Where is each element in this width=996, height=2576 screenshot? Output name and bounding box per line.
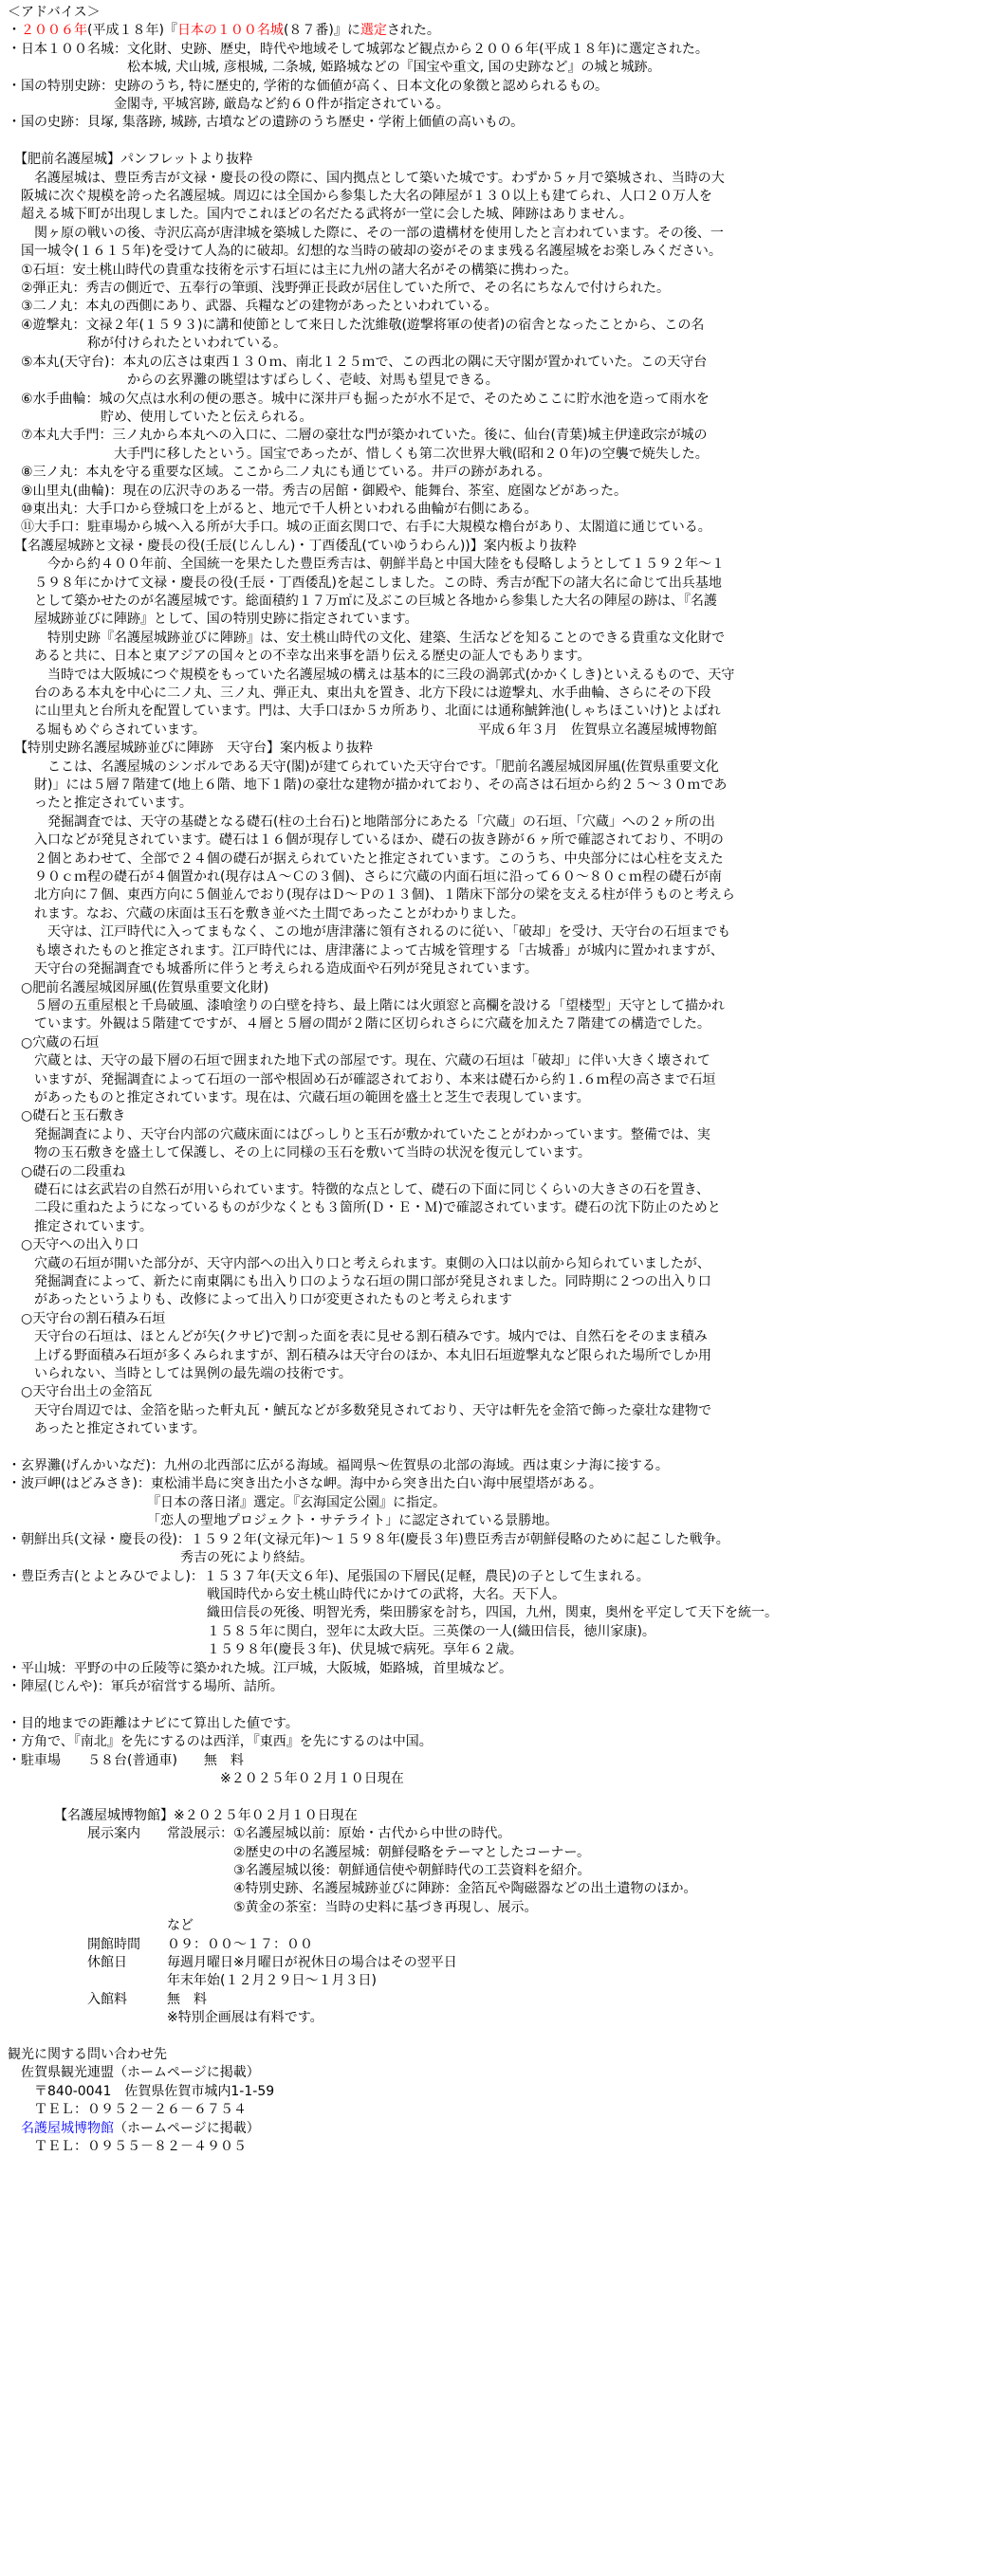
text-line	[8, 1917, 988, 1935]
text-line	[8, 483, 988, 501]
line-text: があったものと推定されています。現在は、穴蔵石垣の範囲を盛土と芝生で表現しています。	[8, 1089, 590, 1105]
line-text: ・豊臣秀吉(とよとみひでよし)：１５３７年(天文６年)、尾張国の下層民(足軽，農民)の子として生まれる。	[8, 1568, 650, 1584]
line-text: ○天守への出入り口	[8, 1237, 139, 1253]
text-line	[8, 1825, 988, 1843]
line-text: 阪城に次ぐ規模を誇った名護屋城。周辺には全国から参集した大名の陣屋が１３０以上も建てられ、人口２０万人を	[8, 189, 712, 205]
text-line	[8, 630, 988, 648]
line-text: ・方角で、『南北』を先にするのは西洋，『東西』を先にするのは中国。	[8, 1734, 433, 1750]
text-line	[8, 1310, 988, 1328]
line-text: 観光に関する問い合わせ先	[8, 2047, 167, 2063]
text-line	[8, 372, 988, 390]
line-text: ・玄界灘(げんかいなだ)：九州の北西部に広がる海域。福岡県～佐賀県の北部の海域。西は東シナ海に接する。	[8, 1458, 669, 1474]
line-text: ④特別史跡、名護屋城跡並びに陣跡：金箔瓦や陶磁器などの出土遺物のほか。	[8, 1881, 697, 1897]
text-line	[8, 538, 988, 556]
text-line	[8, 685, 988, 703]
line-text: からの玄界灘の眺望はすばらしく、壱岐、対馬も望見できる。	[8, 373, 499, 389]
text-line	[8, 1199, 988, 1217]
text-line	[8, 1568, 988, 1586]
line-text: 天守台の発掘調査でも城番所に伴うと考えられる造成面や石列が発見されています。	[8, 961, 538, 977]
text-line	[8, 2083, 988, 2101]
line-text: 休館日 毎週月曜日※月曜日が祝休日の場合はその翌平日	[8, 1955, 457, 1970]
text-line	[8, 593, 988, 611]
line-text: 推定されています。	[8, 1218, 153, 1234]
text-line	[8, 1862, 988, 1880]
text-line	[8, 206, 988, 224]
line-text: あったと推定されています。	[8, 1421, 206, 1437]
text-line	[8, 1660, 988, 1678]
text-line	[8, 703, 988, 721]
text-line	[8, 1236, 988, 1254]
text-line	[8, 1880, 988, 1898]
line-text: 屋城跡並びに陣跡』として、国の特別史跡に指定されています。	[8, 612, 418, 628]
line-text: ⑪大手口：駐車場から城へ入る所が大手口。城の正面玄関口で、右手に大規模な櫓台があり、太閤道に通じている。	[8, 520, 711, 536]
highlighted-text: 日本の１００名城	[176, 23, 284, 39]
line-text: 発掘調査では、天守の基礎となる礎石(柱の土台石)と地階部分にあたる「穴蔵」の石垣、「穴蔵」への２ヶ所の出	[8, 813, 715, 830]
text-line	[8, 575, 988, 593]
line-text: ・国の特別史跡：史跡のうち, 特に歴史的, 学術的な価値が高く、日本文化の象徴と認められるもの。	[8, 78, 608, 94]
text-line	[8, 2138, 988, 2156]
text-line	[8, 446, 988, 464]
text-line	[8, 960, 988, 978]
line-text: １５９８年(慶長３年)、伏見城で病死。享年６２歳。	[8, 1642, 523, 1658]
museum-link[interactable]: 名護屋城博物館	[21, 2120, 114, 2136]
text-line	[8, 1844, 988, 1862]
text-line	[8, 1936, 988, 1954]
line-text: 年末年始(１２月２９日～１月３日)	[8, 1973, 377, 1989]
text-line	[8, 758, 988, 776]
text-line	[8, 1328, 988, 1346]
text-line	[8, 2120, 988, 2138]
blank-line	[8, 2028, 988, 2046]
text-line	[8, 1383, 988, 1401]
text-line	[8, 648, 988, 666]
line-text: ③名護屋城以後：朝鮮通信使や朝鮮時代の工芸資料を紹介。	[8, 1862, 591, 1878]
text-line	[8, 667, 988, 685]
line-text: 今から約４００年前、全国統一を果たした豊臣秀吉は、朝鮮半島と中国大陸をも侵略しようとして１５９２年～１	[8, 557, 725, 573]
line-text: など	[8, 1918, 194, 1934]
line-text: いられない、当時としては異例の最先端の技術です。	[8, 1366, 352, 1382]
line-text: 天守は、江戸時代に入ってまもなく、この地が唐津藩に領有されるのに従い、「破却」を受け、天守台の石垣までも	[8, 924, 731, 941]
text-line	[8, 2064, 988, 2082]
line-text: として築かせたのが名護屋城です。総面積約１７万㎡に及ぶこの巨城と各地から参集した大名の陣屋の跡は、『名護	[8, 593, 717, 609]
text-line	[8, 942, 988, 960]
line-text: 【名護屋城博物館】※２０２５年０２月１０日現在	[8, 1807, 358, 1823]
line-text: ５９８年にかけて文禄・慶長の役(壬辰・丁酉倭乱)を起こしました。この時、秀吉が配下の諸大名に命じて出兵基地	[8, 575, 722, 591]
line-text: も壊されたものと推定されます。江戸時代には、唐津藩によって古城を管理する「古城番」が城内に置かれますが、	[8, 942, 724, 959]
line-text: 超える城下町が出現しました。国内でこれほどの名だたる武将が一堂に会した城、陣跡はありません。	[8, 207, 633, 223]
text-line	[8, 409, 988, 427]
line-text: ②歴史の中の名護屋城：朝鮮侵略をテーマとしたコーナー。	[8, 1844, 590, 1860]
text-line	[8, 1623, 988, 1641]
line-text: 入口などが発見されています。礎石は１６個が現存しているほか、礎石の抜き跡が６ヶ所で確認されており、不明の	[8, 832, 724, 849]
line-text: ・駐車場 ５８台(普通車) 無 料	[8, 1752, 244, 1768]
line-text: (平成１８年)『	[87, 23, 177, 39]
line-text: 物の玉石敷きを盛土して保護し、その上に同様の玉石を敷いて当時の状況を復元しています。	[8, 1145, 591, 1161]
text-line	[8, 722, 988, 740]
blank-line	[8, 1696, 988, 1714]
line-text: 発掘調査によって、新たに南東隅にも出入り口のような石垣の開口部が発見されました。同時期に２つの出入り口	[8, 1274, 711, 1290]
line-text: いますが、発掘調査によって石垣の一部や根固め石が確認されており、本来は礎石から約１.６ｍ程の高さまで石垣	[8, 1071, 716, 1087]
line-text: ９０ｃｍ程の礎石が４個置かれ(現存はＡ～Ｃの３個)、さらに穴蔵の内面石垣に沿って６０～８０ｃｍ程の礎石が南	[8, 869, 722, 886]
line-text: 天守台周辺では、金箔を貼った軒丸瓦・鯱瓦などが多数発見されており、天守は軒先を金箔で飾った豪壮な建物で	[8, 1402, 711, 1418]
line-text: 国一城令(１６１５年)を受けて人為的に破却。幻想的な当時の破却の姿がそのまま残る名護屋城をお楽しみください。	[8, 244, 722, 260]
highlighted-text: 選定	[360, 23, 387, 39]
line-text: 穴蔵の石垣が開いた部分が、天守内部への出入り口と考えられます。東側の入口は以前から知られていましたが、	[8, 1255, 710, 1271]
text-line	[8, 1457, 988, 1475]
text-line	[8, 1991, 988, 2009]
blank-line	[8, 133, 988, 151]
text-line	[8, 1972, 988, 1990]
line-text: ＜アドバイス＞	[8, 5, 101, 20]
text-line	[8, 1715, 988, 1733]
line-text: ５層の五重屋根と千鳥破風、漆喰塗りの白壁を持ち、最上階には火頭窓と高欄を設ける「望楼型」天守として描かれ	[8, 997, 725, 1014]
text-line	[8, 1255, 988, 1273]
line-text: 秀吉の死により終結。	[8, 1550, 313, 1566]
text-line	[8, 886, 988, 904]
text-line	[8, 1107, 988, 1125]
text-line	[8, 2101, 988, 2119]
text-line	[8, 78, 988, 96]
line-text: 大手門に移したという。国宝であったが、惜しくも第二次世界大戦(昭和２０年)の空襲で焼失した。	[8, 446, 709, 462]
line-text: 戦国時代から安土桃山時代にかけての武将，大名。天下人。	[8, 1586, 565, 1602]
text-line	[8, 4, 988, 22]
text-line	[8, 1954, 988, 1972]
line-text: 【名護屋城跡と文禄・慶長の役(壬辰(じんしん)・丁酉倭乱(ていゆうわらん))】案内板より抜粋	[8, 538, 577, 554]
blank-line	[8, 1788, 988, 1806]
text-line	[8, 427, 988, 445]
line-text: があったというよりも、改修によって出入り口が変更されたものと考えられます	[8, 1292, 512, 1308]
text-line	[8, 1604, 988, 1622]
text-line	[8, 1402, 988, 1420]
text-line	[8, 1512, 988, 1530]
line-text: 織田信長の死後、明智光秀，柴田勝家を討ち，四国，九州，関東，奥州を平定して天下を統一。	[8, 1605, 778, 1621]
line-text: 開館時間 ０９：００～１７：００	[8, 1936, 313, 1952]
text-line	[8, 1273, 988, 1291]
text-line	[8, 979, 988, 997]
line-text: ④遊撃丸：文禄２年(１５９３)に講和使節として来日した沈維敬(遊撃将軍の使者)の宿舎となったことから、この名	[8, 317, 705, 333]
text-line	[8, 795, 988, 813]
text-line	[8, 611, 988, 629]
line-text: に山里丸と台所丸を配置しています。門は、大手口ほか５カ所あり、北面には通称鯱鉾池(しゃちほこいけ)とよばれ	[8, 703, 721, 720]
text-line	[8, 243, 988, 261]
text-line	[8, 225, 988, 243]
line-text: 二段に重ねたようになっているものが少なくとも３箇所(Ｄ・Ｅ・Ｍ)で確認されています。礎石の沈下防止のためと	[8, 1200, 721, 1216]
text-line	[8, 1641, 988, 1659]
text-line	[8, 335, 988, 353]
text-line	[8, 1678, 988, 1696]
text-line	[8, 1291, 988, 1309]
text-line	[8, 1181, 988, 1199]
line-text	[8, 2121, 21, 2136]
text-line	[8, 1347, 988, 1365]
line-text: ＴＥＬ：０９５２－２６－６７５４	[8, 2102, 247, 2118]
text-line	[8, 997, 988, 1015]
text-line	[8, 280, 988, 298]
line-text: 天守台の石垣は、ほとんどが矢(クサビ)で割った面を表に見せる割石積みです。城内では、自然石をそのまま積み	[8, 1329, 708, 1345]
line-text: 当時では大阪城につぐ規模をもっていた名護屋城の構えは基本的に三段の渦郭式(かかくしき)といえるもので、天守	[8, 667, 735, 683]
line-text: 展示案内 常設展示：①名護屋城以前：原始・古代から中世の時代。	[8, 1826, 511, 1842]
line-text: 礎石には玄武岩の自然石が用いられています。特徴的な点として、礎石の下面に同じくらいの大きさの石を置き、	[8, 1181, 710, 1197]
text-line	[8, 831, 988, 850]
line-text: 発掘調査により、天守台内部の穴蔵床面にはびっしりと玉石が敷かれていたことがわかっています。整備では、実	[8, 1126, 710, 1142]
line-text: 北方向に７個、東西方向に５個並んでおり(現存はＤ～Ｐの１３個)、１階床下部分の梁を支える柱が伴うものと考えら	[8, 887, 735, 904]
line-text: 上げる野面積み石垣が多くみられますが、割石積みは天守台のほか、本丸旧石垣遊撃丸など限られた場所でしか用	[8, 1347, 711, 1363]
line-text: 金閣寺, 平城宮跡, 厳島など約６０件が指定されている。	[8, 97, 450, 113]
text-line	[8, 1752, 988, 1770]
text-line	[8, 1586, 988, 1604]
line-text: 『日本の落日渚』選定。『玄海国定公園』に指定。	[8, 1494, 446, 1510]
line-text: ⑦本丸大手門：三ノ丸から本丸への入口に、二層の豪壮な門が築かれていた。後に、仙台(青葉)城主伊達政宗が城の	[8, 428, 708, 444]
line-text: ・目的地までの距離はナビにて算出した値です。	[8, 1715, 299, 1731]
line-text: ⑤黄金の茶室：当時の史料に基づき再現し、展示。	[8, 1899, 538, 1915]
line-text: ・国の史跡：貝塚, 集落跡, 城跡, 古墳などの遺跡のうち歴史・学術上価値の高いもの。	[8, 115, 525, 131]
line-text: ○天守台出土の金箔瓦	[8, 1384, 153, 1400]
line-text: あると共に、日本と東アジアの国々との不幸な出来事を語り伝える歴史の証人でもあります。	[8, 649, 591, 665]
text-line	[8, 151, 988, 169]
text-line	[8, 1089, 988, 1107]
text-line	[8, 1218, 988, 1236]
text-line	[8, 868, 988, 886]
line-text: 穴蔵とは、天守の最下層の石垣で囲まれた地下式の部屋です。現在、穴蔵の石垣は「破却」に伴い大きく壊されて	[8, 1053, 710, 1069]
text-line	[8, 1052, 988, 1070]
line-text: る堀もめぐらされています。 平成６年３月 佐賀県立名護屋城博物館	[8, 722, 717, 738]
text-line	[8, 1126, 988, 1144]
text-line	[8, 1807, 988, 1825]
line-text: ⑥水手曲輪：城の欠点は水利の便の悪さ。城中に深井戸も掘ったが水不足で、そのためここに貯水池を造って雨水を	[8, 391, 710, 407]
line-text: 〒840-0041 佐賀県佐賀市城内1-1-59	[8, 2083, 275, 2099]
text-line	[8, 1475, 988, 1493]
line-text: 称が付けられたといわれている。	[8, 336, 286, 352]
text-line	[8, 1365, 988, 1383]
line-text: 【肥前名護屋城】パンフレットより抜粋	[8, 152, 253, 168]
line-text: ○天守台の割石積み石垣	[8, 1310, 166, 1326]
blank-line	[8, 1439, 988, 1457]
line-text: ※特別企画展は有料です。	[8, 2010, 323, 2026]
text-line	[8, 317, 988, 335]
line-text: （ホームページに掲載）	[114, 2120, 260, 2136]
line-text: 「恋人の聖地プロジェクト・サテライト」に認定されている景勝地。	[8, 1513, 559, 1529]
text-line	[8, 1420, 988, 1438]
line-text: 佐賀県観光連盟（ホームページに掲載）	[8, 2065, 260, 2081]
line-text: ⑩東出丸：大手口から登城口を上がると、地元で千人枡といわれる曲輪が右側にある。	[8, 501, 538, 517]
line-text: ったと推定されています。	[8, 795, 193, 812]
text-line	[8, 59, 988, 77]
line-text: された。	[386, 23, 440, 39]
text-line	[8, 188, 988, 206]
text-line	[8, 923, 988, 941]
line-text: ここは、名護屋城のシンボルである天守(閣)が建てられていた天守台です。「肥前名護屋城図屏風(佐賀県重要文化	[8, 758, 719, 775]
line-text: ・朝鮮出兵(文禄・慶長の役)：１５９２年(文禄元年)～１５９８年(慶長３年)豊臣秀吉が朝鮮侵略のために起こした戦争。	[8, 1531, 729, 1547]
text-line	[8, 2009, 988, 2027]
line-text: 貯め、使用していたと伝えられる。	[8, 409, 313, 425]
text-line	[8, 1549, 988, 1567]
line-text: ・平山城：平野の中の丘陵等に築かれた城。江戸城，大阪城，姫路城，首里城など。	[8, 1660, 512, 1676]
line-text: ⑤本丸(天守台)：本丸の広さは東西１３０ｍ、南北１２５ｍで、この西北の隅に天守閣が置かれていた。この天守台	[8, 354, 708, 370]
highlighted-text: ２００６年	[21, 23, 87, 39]
line-text: ※２０２５年０２月１０日現在	[8, 1770, 404, 1786]
text-line	[8, 776, 988, 795]
text-line	[8, 1899, 988, 1917]
text-line	[8, 262, 988, 280]
line-text: (８７番)』に	[283, 23, 360, 39]
line-text: ・日本１００名城：文化財、史跡、歴史，時代や地域そして城郭など観点から２００６年(平成１８年)に選定された。	[8, 41, 709, 57]
text-line	[8, 1733, 988, 1751]
line-text: ⑨山里丸(曲輪)：現在の広沢寺のある一帯。秀吉の居館・御殿や、能舞台、茶室、庭園などがあった。	[8, 483, 628, 499]
line-text: ・	[8, 23, 21, 39]
text-line	[8, 354, 988, 372]
line-text: ①石垣：安土桃山時代の貴重な技術を示す石垣には主に九州の諸大名がその構築に携わった。	[8, 262, 578, 278]
line-text: ⑧三ノ丸：本丸を守る重要な区域。ここから二ノ丸にも通じている。井戸の跡があれる。	[8, 465, 551, 481]
line-text: 名護屋城は、豊臣秀吉が文禄・慶長の役の際に、国内拠点として築いた城です。わずか５ヶ月で築城され、当時の大	[8, 170, 725, 186]
line-text: ・陣屋(じんや)：軍兵が宿営する場所、詰所。	[8, 1678, 284, 1694]
text-line	[8, 41, 988, 59]
line-text: １５８５年に関白，翌年に太政大臣。三英傑の一人(織田信長，徳川家康)。	[8, 1623, 655, 1639]
line-text: ○肥前名護屋城図屏風(佐賀県重要文化財)	[8, 979, 269, 996]
line-text: ・波戸岬(はどみさき)：東松浦半島に突き出た小さな岬。海中から突き出た白い海中展望塔がある。	[8, 1476, 602, 1492]
line-text: ②弾正丸：秀吉の側近で、五奉行の筆頭、浅野弾正長政が居住していた所で、その名にちなんで付けられた。	[8, 281, 670, 297]
text-line	[8, 519, 988, 537]
line-text: ③二ノ丸：本丸の西側にあり、武器、兵糧などの建物があったといわれている。	[8, 299, 498, 315]
line-text: 【特別史跡名護屋城跡並びに陣跡 天守台】案内板より抜粋	[8, 740, 373, 757]
text-line	[8, 501, 988, 519]
text-line	[8, 1034, 988, 1052]
text-line	[8, 1494, 988, 1512]
line-text: ています。外観は５階建てですが、４層と５層の間が２階に区切られさらに穴蔵を加えた７階建ての構造でした。	[8, 1016, 710, 1032]
text-line	[8, 556, 988, 574]
text-line	[8, 2046, 988, 2064]
text-line	[8, 850, 988, 868]
text-line	[8, 1071, 988, 1089]
line-text: ○礎石と玉石敷き	[8, 1108, 126, 1124]
line-text: ○穴蔵の石垣	[8, 1034, 100, 1050]
text-line	[8, 1015, 988, 1033]
text-line	[8, 905, 988, 923]
line-text: ２個とあわせて、全部で２４個の礎石が据えられていたと推定されています。このうち、中央部分には心柱を支えた	[8, 850, 724, 867]
text-line	[8, 1144, 988, 1162]
line-text: 松本城, 犬山城, 彦根城, 二条城, 姫路城などの『国宝や重文, 国の史跡など』の城と城跡。	[8, 60, 661, 76]
line-text: 台のある本丸を中心に二ノ丸、三ノ丸、弾正丸、東出丸を置き、北方下段には遊撃丸、水手曲輪、さらにその下段	[8, 685, 711, 702]
text-line	[8, 1531, 988, 1549]
text-line	[8, 22, 988, 40]
line-text: 入館料 無 料	[8, 1991, 207, 2007]
text-line	[8, 1770, 988, 1788]
line-text: ○礎石の二段重ね	[8, 1163, 126, 1179]
text-line	[8, 96, 988, 114]
line-text: ＴＥＬ：０９５５－８２－４９０５	[8, 2139, 247, 2155]
text-line	[8, 391, 988, 409]
text-line	[8, 298, 988, 316]
text-line	[8, 114, 988, 132]
line-text: 関ヶ原の戦いの後、寺沢広高が唐津城を築城した際に、その一部の遺構材を使用したと言われています。その後、一	[8, 225, 724, 241]
line-text: れます。なお、穴蔵の床面は玉石を敷き並べた土間であったことがわかりました。	[8, 905, 525, 922]
text-line	[8, 740, 988, 758]
line-text: 特別史跡『名護屋城跡並びに陣跡』は、安土桃山時代の文化、建築、生活などを知ることのできる貴重な文化財で	[8, 630, 725, 646]
text-line	[8, 813, 988, 831]
text-line	[8, 1163, 988, 1181]
text-line	[8, 170, 988, 188]
text-line	[8, 464, 988, 482]
line-text: 財)」には５層７階建て(地上６階、地下１階)の豪壮な建物が描かれており、その高さは石垣から約２５～３０ｍであ	[8, 777, 728, 794]
